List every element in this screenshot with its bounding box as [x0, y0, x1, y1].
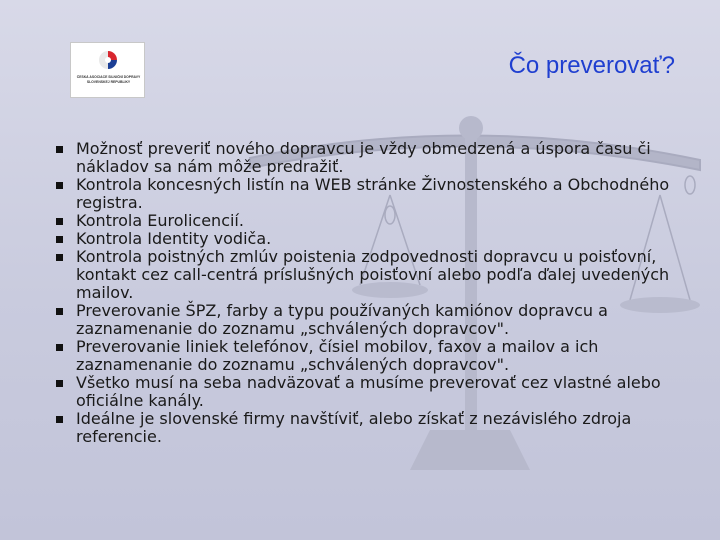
bullet-item: [52, 338, 682, 374]
square-bullet-icon: [56, 254, 63, 261]
bullet-text: Preverovanie ŠPZ, farby a typu používaných kamiónov dopravcu a zaznamenanie do zoznamu „schválených dopravcov".: [76, 301, 608, 338]
bullet-item: [52, 302, 682, 338]
square-bullet-icon: [56, 308, 63, 315]
slide-title: Čo preverovať?: [508, 52, 675, 79]
bullet-text: Ideálne je slovenské firmy navštíviť, alebo získať z nezávislého zdroja referencie.: [76, 409, 632, 446]
bullet-item: [52, 176, 682, 212]
square-bullet-icon: [56, 146, 63, 153]
organization-logo: [70, 42, 145, 98]
bullet-item: [52, 374, 682, 410]
square-bullet-icon: [56, 344, 63, 351]
bullet-item: [52, 230, 682, 248]
square-bullet-icon: [56, 380, 63, 387]
logo-text-line2: SLOVENSKEJ REPUBLIKY: [86, 80, 131, 84]
bullet-item: [52, 410, 682, 446]
logo-text-line1: ČESKÁ ASOCIACE SILNIČNÍ DOPRAVY: [76, 75, 141, 79]
bullet-text: Kontrola Eurolicencií.: [76, 211, 244, 230]
bullet-list: [52, 140, 682, 446]
bullet-text: Všetko musí na seba nadväzovať a musíme preverovať cez vlastné alebo oficiálne kanály.: [76, 373, 661, 410]
bullet-item: [52, 140, 682, 176]
bullet-text: Kontrola poistných zmlúv poistenia zodpovednosti dopravcu u poisťovní, kontakt cez call-centrá príslušných poisťovní alebo podľa ďalej uvedených mailov.: [76, 247, 670, 302]
bullet-text: Kontrola Identity vodiča.: [76, 229, 272, 248]
square-bullet-icon: [56, 416, 63, 423]
square-bullet-icon: [56, 182, 63, 189]
bullet-text: Kontrola koncesných listín na WEB stránke Živnostenského a Obchodného registra.: [76, 175, 670, 212]
logo-emblem-icon: [96, 49, 120, 71]
bullet-item: [52, 212, 682, 230]
bullet-text: Preverovanie liniek telefónov, čísiel mobilov, faxov a mailov a ich zaznamenanie do zoznamu „schválených dopravcov".: [76, 337, 599, 374]
bullet-item: [52, 248, 682, 302]
bullet-text: Možnosť preveriť nového dopravcu je vždy obmedzená a úspora času či nákladov sa nám môže predražiť.: [76, 139, 651, 176]
square-bullet-icon: [56, 218, 63, 225]
square-bullet-icon: [56, 236, 63, 243]
